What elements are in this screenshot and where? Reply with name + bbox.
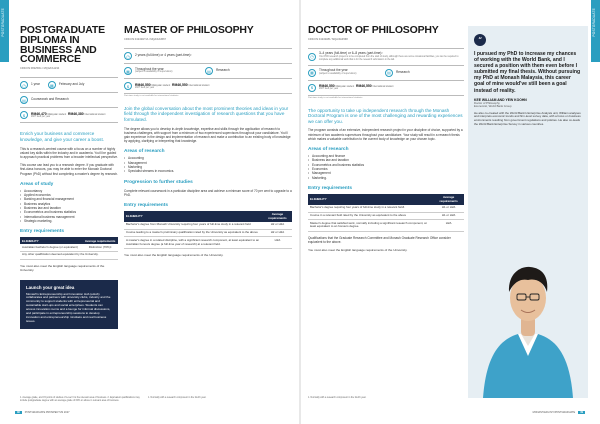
- list-item: • Management: [124, 161, 292, 165]
- fees-row: [20, 108, 118, 123]
- list-item: • Econometrics and business statistics: [20, 210, 118, 214]
- clock-icon: ◷: [308, 53, 316, 61]
- list-item: • Management: [308, 171, 464, 175]
- list-item: • Econometrics and business statistics: [308, 163, 464, 167]
- money-icon: $: [124, 82, 132, 90]
- book-icon: ▤: [385, 69, 393, 77]
- fee-malaysian-label: Malaysian student: [151, 84, 171, 87]
- table-row: [308, 212, 464, 220]
- duration-row: [124, 49, 292, 64]
- testimonial-name: KEE WILLIAM AND YEW KOOHN: [474, 97, 527, 102]
- english-requirement: You must also meet the English language requirements of the University.: [20, 263, 105, 272]
- launch-heading: Launch your great idea: [26, 284, 75, 290]
- list-item: • Business law and taxation: [20, 206, 118, 210]
- table-cell: Bachelor's degree requiring four years of full-time study in a relevant field¹: [308, 205, 433, 212]
- right-page-number: 39: [580, 410, 583, 414]
- list-item: • Economics: [308, 167, 464, 171]
- duration: 1 year: [31, 82, 40, 87]
- course-body-2: This course can lead you to a research degree. If you graduate with first-class honours, you may be able to enter the Monash Doctoral Program (PhD) without first completing a master's degree by research.: [20, 163, 118, 176]
- table-header: Average requirements: [263, 211, 292, 222]
- calendar-icon: ▦: [124, 67, 132, 75]
- testimonial-quote: I pursued my PhD to increase my chances of working with the World Bank, and I secured a position with them even before I submitted my final thesis. Without pursuing my PhD at Monash Malaysia, this career goal of mine would've still been a goal instead of reality.: [474, 51, 581, 94]
- calendar-icon: ▦: [48, 81, 56, 89]
- footnote: 1. Average grade, and 15 points of studies of Level 3 to the relevant area of business. 2. Equivalent qualifications may include postgraduate degree with an average grade of 60% or above in relevant area of business.: [20, 397, 140, 402]
- fees-row: [308, 81, 464, 96]
- mode-row: [308, 66, 464, 81]
- entry-heading: Entry requirements: [20, 229, 64, 235]
- course-code: CRICOS 042433/B / MQA/FA4568: [308, 37, 348, 41]
- right-section-tab-label: POSTGRADUATE: [592, 8, 596, 37]
- mode-row: [124, 64, 292, 79]
- table-cell: H2A: [263, 237, 292, 248]
- left-page-number: 38: [17, 410, 20, 414]
- table-cell: Course in a relevant field rated by the University as equivalent to the above: [308, 212, 433, 220]
- list-item: • Strategic marketing.: [20, 219, 118, 223]
- course-body-1: The program consists of an extensive, independent research project in your discipline of choice, supported by a minimum of two academic supervisors throughout your candidature. Your study will result in a research thesis which makes a valuable contribution to the current body of knowledge on your chosen topic.: [308, 128, 463, 141]
- fees: [135, 83, 209, 87]
- table-row: [124, 222, 292, 229]
- english-requirement: You must also meet the English language requirements of the University.: [124, 252, 224, 257]
- right-section-tab: [591, 0, 600, 62]
- book-icon: ▤: [20, 96, 28, 104]
- equivalent-qualifications: Qualifications that the Graduate Research Committee and Monash Graduate Research Office consider equivalent to the above.: [308, 235, 451, 244]
- money-icon: $: [308, 84, 316, 92]
- intake: February and July: [58, 82, 85, 87]
- duration-sub: Your PhD research project is to be completed from the start of study, although there are some occasional facilities, you can be required to complete any additional work that is for the research submission in the lab.: [319, 55, 459, 61]
- fee-international-label: International student: [188, 84, 210, 87]
- course-intro: Enrich your business and commerce knowledge, and give your career a boost.: [20, 131, 105, 142]
- table-cell: Course leading to a master's preliminary qualification rated by the University as equivalent to the above: [124, 229, 263, 237]
- list-item: • Marketing.: [308, 176, 464, 180]
- fee-malaysian: RM46,550: [135, 82, 151, 87]
- duration-intake-row: [20, 78, 118, 93]
- table-cell: H2A: [433, 220, 464, 231]
- fee-international: RM46,380: [68, 111, 84, 116]
- right-footer-text: MONASH.EDU.MY/POSTGRADUATE: [532, 410, 576, 414]
- table-row: [308, 220, 464, 231]
- table-header-row: [20, 237, 118, 244]
- study-mode: Throughout the year: [319, 68, 348, 73]
- fee-year: 2027 fees per year: [135, 86, 155, 89]
- table-cell: H2 or H2A: [263, 229, 292, 237]
- table-cell: A master's degree in a related discipline, with a significant research component, at least equivalent to an Australian honours degree (a full-time year of research) at a relevant field.: [124, 237, 263, 248]
- course-body-1: This is a research-centred course with a focus on a number of highly valued key skills within the industry and in academia. You'll be guided to approach practical problems from a broader intellectual perspective.: [20, 146, 118, 159]
- fee-malaysian-label: Malaysian student: [47, 113, 67, 116]
- table-cell: Distinction (70%)¹: [82, 244, 118, 251]
- list-item: • Accounting and finance: [308, 154, 464, 158]
- money-icon: $: [20, 111, 28, 119]
- fee-malaysian: RM46,550: [319, 84, 335, 89]
- book-icon: ▤: [205, 67, 213, 75]
- research-mode: Research: [216, 68, 230, 73]
- fee-international-label: International student: [84, 113, 106, 116]
- table-row: [20, 251, 118, 259]
- student-photo: [478, 228, 578, 398]
- duration: 3–4 years (full-time) or 6–8 years (part-time)²: [319, 51, 383, 55]
- course-title: DOCTOR OF PHILOSOPHY: [308, 24, 439, 36]
- course-intro: Join the global conversation about the most prominent theories and ideas in your field through the independent investigation of research questions that you have formulated.: [124, 105, 289, 122]
- left-footer-text: POSTGRADUATE PROSPECTUS 2027: [24, 410, 70, 414]
- course-facts: [308, 48, 464, 100]
- course-body-1: The degree allows you to develop in-depth knowledge, expertise and skills through the application of research to business challenges, with support from a minimum of two experienced supervisors throughout your candidature. You'll gain experience in the design and implementation of research and make a contribution to an existing body of knowledge by applying, clarifying or interpreting that knowledge.: [124, 126, 291, 144]
- study-mode-sub: (subject to availability of supervision): [319, 73, 357, 76]
- fee-international: RM46,550: [172, 82, 188, 87]
- entry-heading: Entry requirements: [124, 202, 168, 208]
- table-cell: Any other qualification deemed equivalent by the University.: [20, 251, 118, 259]
- testimonial-role-2: Economist, World Bank Group: [474, 104, 512, 109]
- list-item: • Marketing: [124, 165, 292, 169]
- entry-table: [124, 211, 292, 249]
- fee-year: 2027 fees per year: [31, 115, 51, 118]
- areas-heading: Areas of research: [124, 149, 165, 155]
- table-cell: Master's degree that satisfied work, normally including a significant research component, at least equivalent to an honours degree.: [308, 220, 433, 231]
- entry-table: [308, 194, 464, 232]
- left-section-tab-label: POSTGRADUATE: [1, 8, 5, 37]
- list-item: • Banking and financial management: [20, 197, 118, 201]
- clock-icon: ◷: [20, 81, 28, 89]
- mode-row: [20, 93, 118, 108]
- areas-heading: Areas of research: [308, 147, 349, 153]
- areas-list: [20, 189, 118, 223]
- table-cell: H2 or H2A: [263, 222, 292, 229]
- course-intro: The opportunity to take up independent research through the Monash Doctoral Program is one of the most challenging and rewarding experiences we can offer you.: [308, 107, 463, 124]
- list-item: • Specialist streams in economics.: [124, 169, 292, 173]
- course-title: MASTER OF PHILOSOPHY: [124, 24, 254, 36]
- table-header: ELIGIBILITY: [20, 237, 82, 244]
- course-code: CRICOS 042430/Y/A / MQA/FA4567: [124, 37, 166, 41]
- table-header: ELIGIBILITY: [308, 194, 433, 205]
- testimonial: [474, 34, 582, 127]
- calendar-icon: ▦: [308, 69, 316, 77]
- list-item: • Business analytics: [20, 202, 118, 206]
- postgraduate-diploma-column: [20, 26, 118, 329]
- duration: 2 years (full-time) or 4 years (part-time)²: [135, 53, 192, 58]
- page-spine: [299, 0, 301, 424]
- table-cell: H1 or H2A: [433, 212, 464, 220]
- left-page-footer: [12, 410, 69, 414]
- table-header: ELIGIBILITY: [124, 211, 263, 222]
- part-time-note: Part-time study is not available for international students.: [308, 96, 363, 99]
- english-requirement: You must also meet the English language requirements of the University.: [308, 248, 408, 253]
- fee-year: 2027 fees per year: [319, 88, 339, 91]
- list-item: • International business management: [20, 215, 118, 219]
- table-header-row: [308, 194, 464, 205]
- study-mode: Coursework and Research: [31, 97, 69, 102]
- clock-icon: ◷: [124, 52, 132, 60]
- quote-icon: “: [474, 34, 486, 46]
- table-header-row: [124, 211, 292, 222]
- table-cell: Australian bachelor's degree (or equivalent): [20, 244, 82, 251]
- areas-list: [308, 154, 464, 180]
- fee-malaysian-label: Malaysian student: [335, 86, 355, 89]
- duration-row: [308, 49, 464, 66]
- progression-body: Complete relevant coursework in a particular discipline area and achieve a minimum score of 70 per cent to upgrade to a PhD.: [124, 188, 292, 197]
- table-row: [124, 237, 292, 248]
- table-cell: Bachelor's degree from Monash University requiring four years of full-time study in a relevant field: [124, 222, 263, 229]
- table-cell: H1 or H2A: [433, 205, 464, 212]
- course-code: CRICOS 082250G / MQA/FA1234: [20, 67, 60, 71]
- course-facts: [124, 48, 292, 98]
- list-item: • Accountancy: [20, 189, 118, 193]
- course-title: POSTGRADUATE DIPLOMA IN BUSINESS AND COMMERCE: [20, 24, 105, 66]
- progression-heading: Progression to further studies: [124, 179, 193, 185]
- research-mode: Research: [396, 69, 410, 74]
- left-section-tab: [0, 0, 9, 62]
- study-mode-sub: (subject to availability of supervision): [135, 71, 173, 74]
- testimonial-role: Doctor of Philosophy: [474, 100, 500, 105]
- table-row: [124, 229, 292, 237]
- list-item: • Business law and taxation: [308, 158, 464, 162]
- list-item: • Accounting: [124, 156, 292, 160]
- entry-heading: Entry requirements: [308, 185, 352, 191]
- footnote: 1. Normally with a research component in the fourth year.: [148, 397, 207, 399]
- table-row: [20, 244, 118, 251]
- launch-body: Monash's Entrepreneurship and Innovation Hub (eHub) collaborates and partners with university clubs, industry and the community to support students with entrepreneurial and sustainable start-ups and social enterprises. Students can access innovation rooms and a lounge for informal discussions, and participate in entrepreneurship sessions to develop innovation and entrepreneurship mindsets and real business issues.: [26, 291, 111, 323]
- areas-heading: Areas of study: [20, 181, 54, 187]
- master-of-philosophy-column: [124, 26, 292, 257]
- table-row: [308, 205, 464, 212]
- launch-idea-box: [20, 280, 118, 329]
- entry-table: [20, 237, 118, 259]
- table-header: Average requirements: [82, 237, 118, 244]
- fees-row: [124, 79, 292, 94]
- doctor-of-philosophy-column: [308, 26, 464, 252]
- fee-international: RM46,550: [356, 84, 372, 89]
- study-mode: Throughout the year: [135, 66, 164, 71]
- footnote: 1. Normally with a research component in the fourth year.: [308, 397, 367, 399]
- student-profile-panel: [468, 26, 588, 398]
- table-header: Average requirements: [433, 194, 464, 205]
- fee-malaysian: RM46,470: [31, 111, 47, 116]
- fee-international-label: International student: [372, 86, 394, 89]
- right-page-footer: [533, 410, 588, 414]
- part-time-note: Part-time study is not available for international students.: [124, 95, 179, 97]
- testimonial-description: He also co-created with the World Bank's Enterprise Analysis unit, William analyses and interprets economic trends and firm-level survey data, with a focus on business environments resulting from government regulations and policies. He also co-leads the World Bank Enterprise Survey in various countries.: [474, 110, 581, 127]
- list-item: • Applied economics: [20, 193, 118, 197]
- course-facts: [20, 77, 118, 123]
- areas-list: [124, 156, 292, 173]
